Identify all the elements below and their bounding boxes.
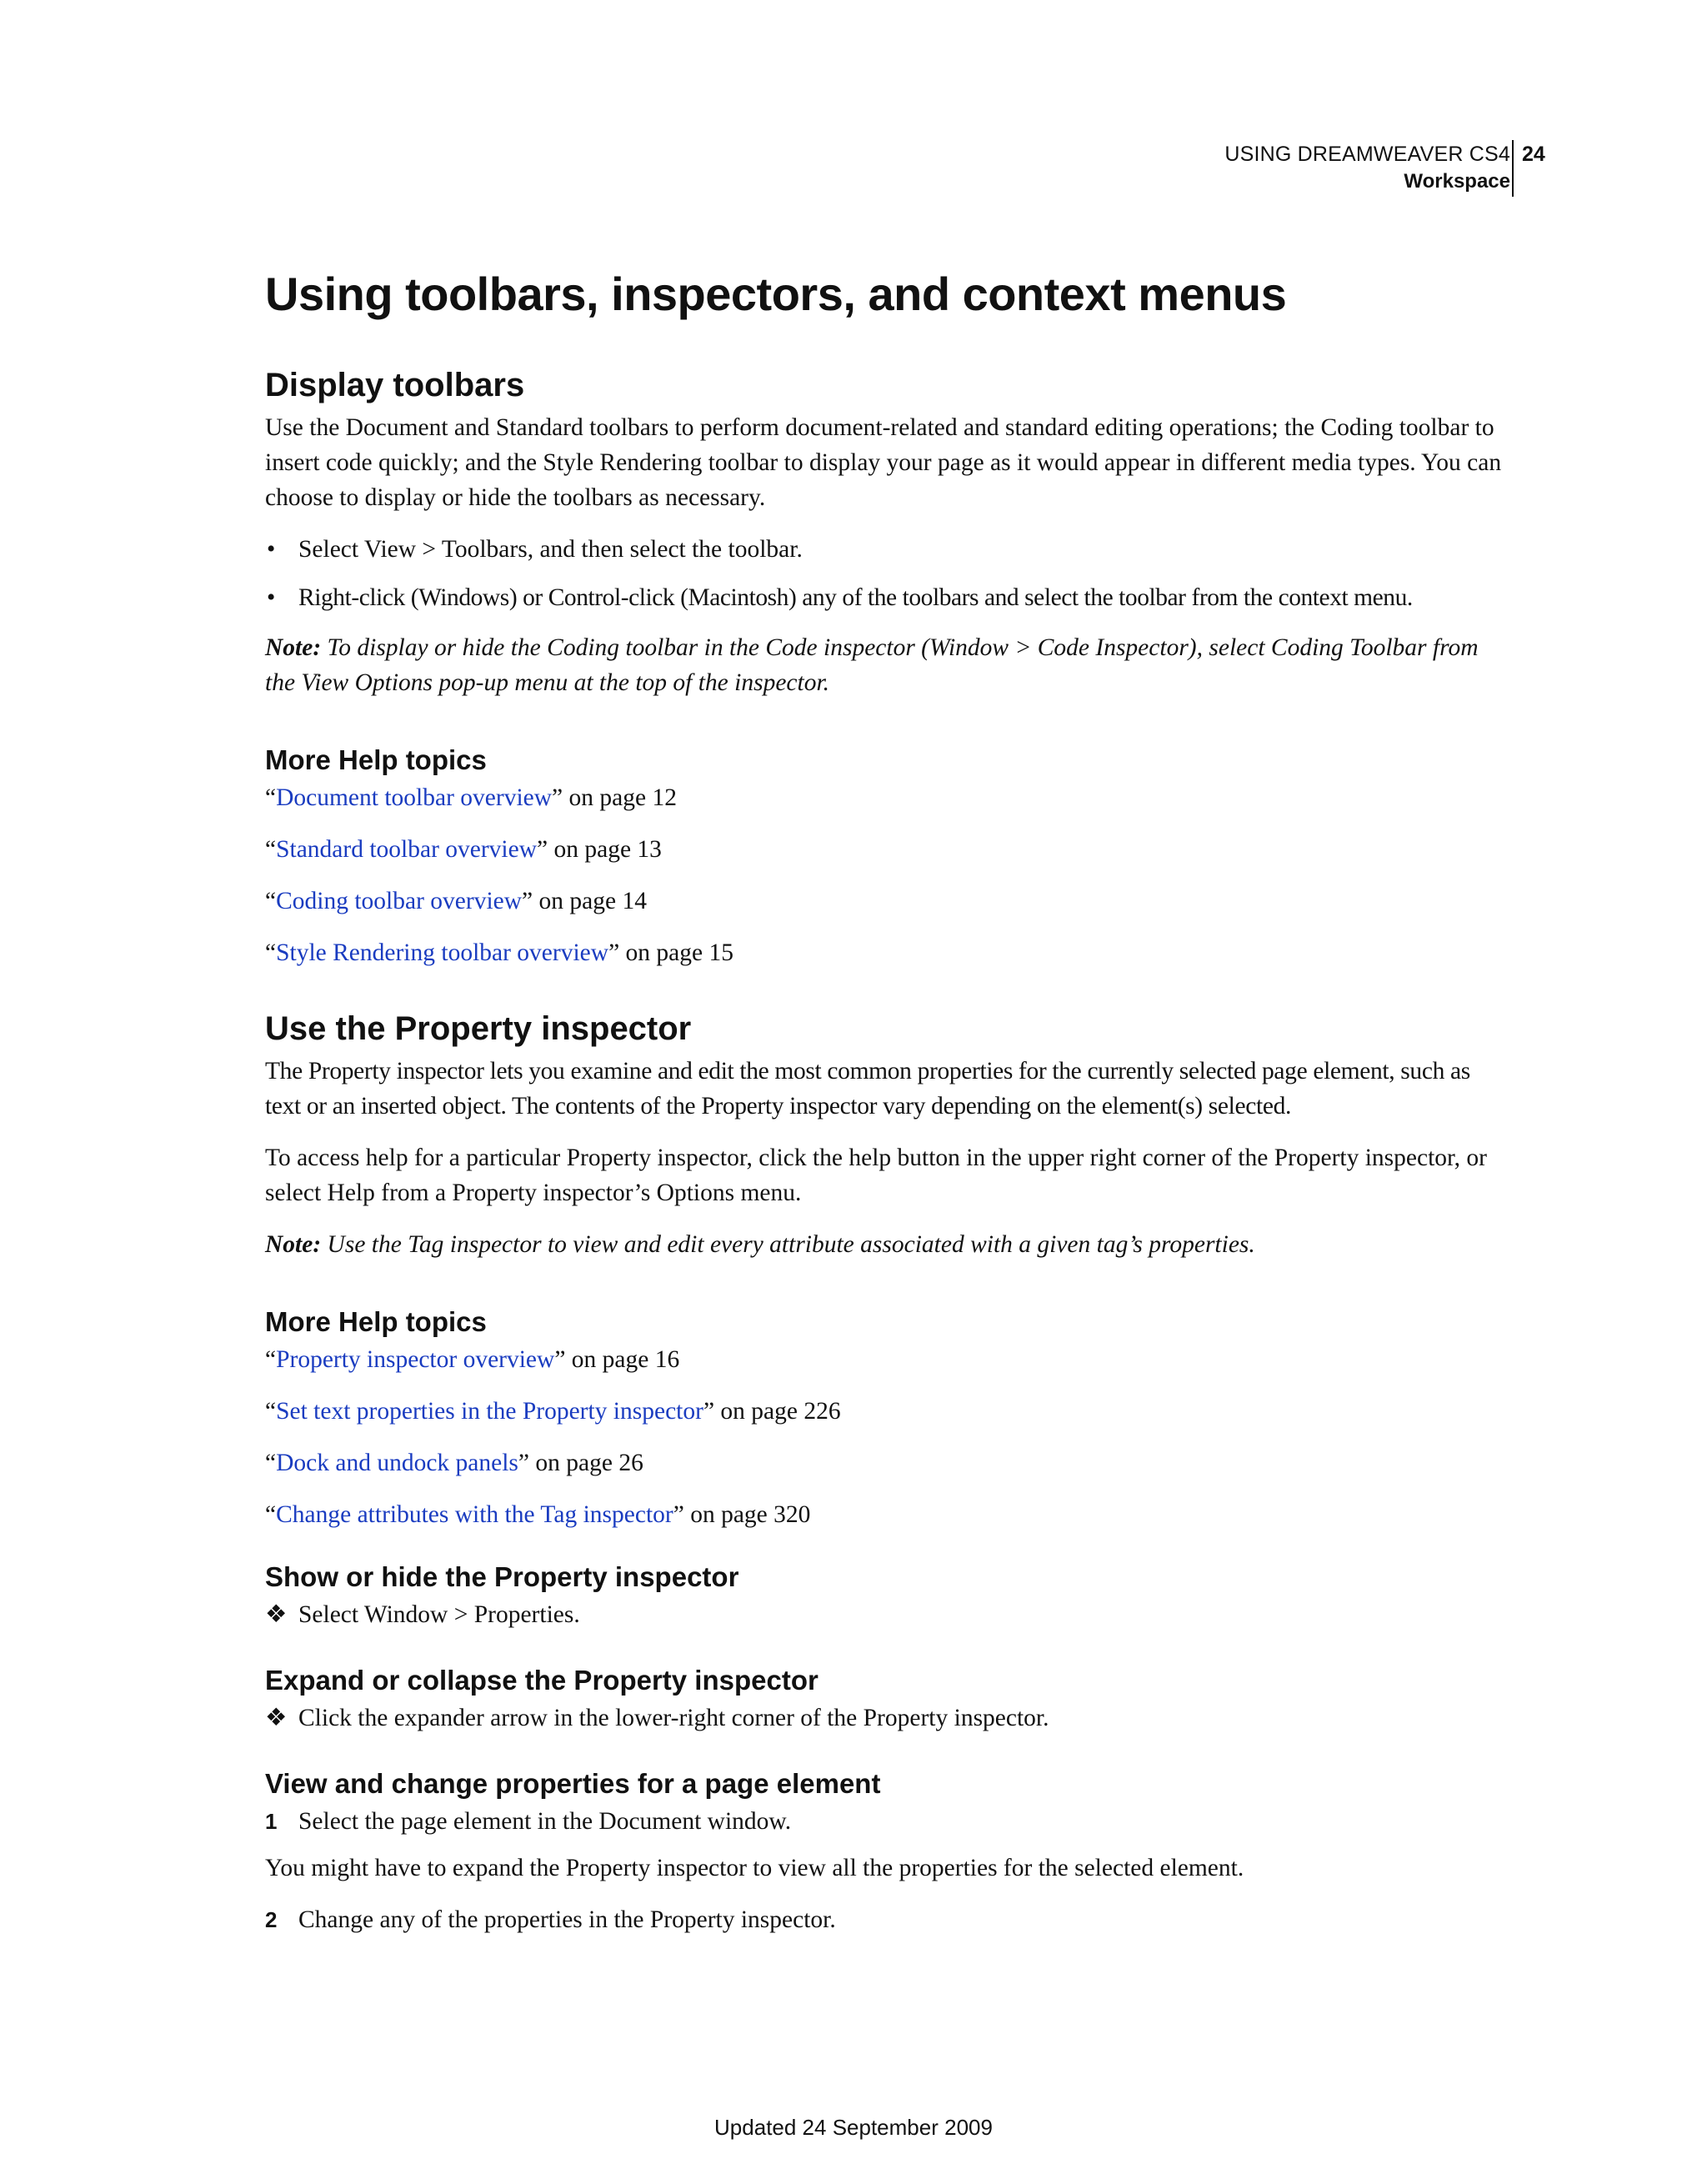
list-item: [265, 1394, 1507, 1429]
help-link[interactable]: Change attributes with the Tag inspector: [276, 1501, 673, 1528]
page-ref: ” on page 13: [537, 836, 662, 863]
main-content: [265, 257, 1507, 1954]
tag-inspector-note: [265, 1227, 1507, 1262]
help-link[interactable]: Style Rendering toolbar overview: [276, 939, 609, 966]
quote-mark: “: [265, 1346, 277, 1373]
more-help-heading: More Help topics: [265, 1306, 487, 1337]
list-item: [265, 780, 1507, 815]
list-item: [265, 1497, 1507, 1532]
property-inspector-heading: Use the Property inspector: [265, 1010, 692, 1047]
step-text: Change any of the properties in the Property inspector.: [298, 1906, 836, 1933]
page-ref: ” on page 15: [608, 939, 733, 966]
more-help-heading: More Help topics: [265, 744, 487, 775]
display-toolbars-body: Use the Document and Standard toolbars to perform document-related and standard editing operations; the Coding toolbar to insert code quickly; and the Style Rendering toolbar to display your page as it would appear in different media types. You can choose to display or hide the toolbars as necessary.: [265, 414, 1502, 511]
single-step: [265, 1701, 1507, 1736]
quote-mark: “: [265, 888, 277, 914]
help-link[interactable]: Coding toolbar overview: [276, 888, 523, 914]
running-header: [1224, 140, 1510, 195]
note-text: To display or hide the Coding toolbar in the Code inspector (Window > Code Inspector), select Coding Toolbar from the View Options pop-up menu at the top of the inspector.: [265, 634, 1479, 696]
step-text: Select the page element in the Document window.: [298, 1808, 792, 1835]
quote-mark: “: [265, 1450, 277, 1476]
bullet-icon: •: [267, 536, 276, 563]
page-ref: ” on page 226: [703, 1398, 841, 1425]
view-change-heading: View and change properties for a page element: [265, 1768, 881, 1799]
note-label: Note:: [265, 1231, 322, 1258]
note-text: Use the Tag inspector to view and edit every attribute associated with a given tag’s properties.: [327, 1231, 1255, 1258]
page-ref: ” on page 26: [518, 1450, 643, 1476]
bullet-icon: •: [267, 584, 275, 611]
list-item: [265, 532, 1507, 567]
footer-updated: Updated 24 September 2009: [714, 2115, 993, 2140]
numbered-step: [265, 1902, 1507, 1937]
toolbar-bullets: [265, 532, 1507, 615]
step-number: 1: [265, 1809, 278, 1834]
inspector-help-links: [265, 1342, 1507, 1532]
page-ref: ” on page 12: [552, 784, 677, 811]
quote-mark: “: [265, 939, 277, 966]
bullet-text: Right-click (Windows) or Control-click (Macintosh) any of the toolbars and select the toolbar from the context menu.: [298, 584, 1413, 611]
numbered-step: [265, 1804, 1507, 1839]
toolbar-help-links: [265, 780, 1507, 970]
quote-mark: “: [265, 784, 277, 811]
quote-mark: “: [265, 1501, 277, 1528]
help-link[interactable]: Dock and undock panels: [276, 1450, 518, 1476]
toolbar-note: [265, 630, 1507, 700]
quote-mark: “: [265, 836, 277, 863]
help-link[interactable]: Property inspector overview: [276, 1346, 555, 1373]
page-title: Using toolbars, inspectors, and context menus: [265, 268, 1287, 320]
list-item: [265, 832, 1507, 867]
quote-mark: “: [265, 1398, 277, 1425]
list-item: [265, 884, 1507, 919]
show-hide-heading: Show or hide the Property inspector: [265, 1561, 739, 1592]
header-divider: [1512, 140, 1514, 197]
diamond-bullet-icon: ❖: [265, 1601, 288, 1628]
page-ref: ” on page 16: [554, 1346, 680, 1373]
step-text: Click the expander arrow in the lower-right corner of the Property inspector.: [298, 1705, 1049, 1731]
page-number: 24: [1522, 143, 1545, 166]
page-ref: ” on page 320: [673, 1501, 811, 1528]
property-inspector-body: The Property inspector lets you examine and edit the most common properties for the currently selected page element, such as text or an inserted object. The contents of the Property inspector vary depending on the element(s) selected.: [265, 1058, 1470, 1120]
doc-title: USING DREAMWEAVER CS4: [1224, 143, 1510, 166]
list-item: [265, 580, 1507, 615]
display-toolbars-heading: Display toolbars: [265, 367, 525, 403]
page-ref: ” on page 14: [522, 888, 647, 914]
step-number: 2: [265, 1907, 278, 1932]
bullet-text: Select View > Toolbars, and then select the toolbar.: [298, 536, 803, 563]
help-link[interactable]: Standard toolbar overview: [276, 836, 538, 863]
section-name: Workspace: [1404, 170, 1510, 193]
single-step: [265, 1597, 1507, 1632]
step-text: Select Window > Properties.: [298, 1601, 580, 1628]
help-link[interactable]: Document toolbar overview: [276, 784, 553, 811]
help-link[interactable]: Set text properties in the Property inspector: [276, 1398, 703, 1425]
property-inspector-help-body: To access help for a particular Property inspector, click the help button in the upper right corner of the Property inspector, or select Help from a Property inspector’s Options menu.: [265, 1145, 1487, 1206]
diamond-bullet-icon: ❖: [265, 1705, 288, 1731]
step-note: You might have to expand the Property inspector to view all the properties for the selected element.: [265, 1855, 1244, 1881]
list-item: [265, 935, 1507, 970]
list-item: [265, 1445, 1507, 1480]
list-item: [265, 1342, 1507, 1377]
expand-collapse-heading: Expand or collapse the Property inspector: [265, 1665, 818, 1696]
note-label: Note:: [265, 634, 322, 661]
